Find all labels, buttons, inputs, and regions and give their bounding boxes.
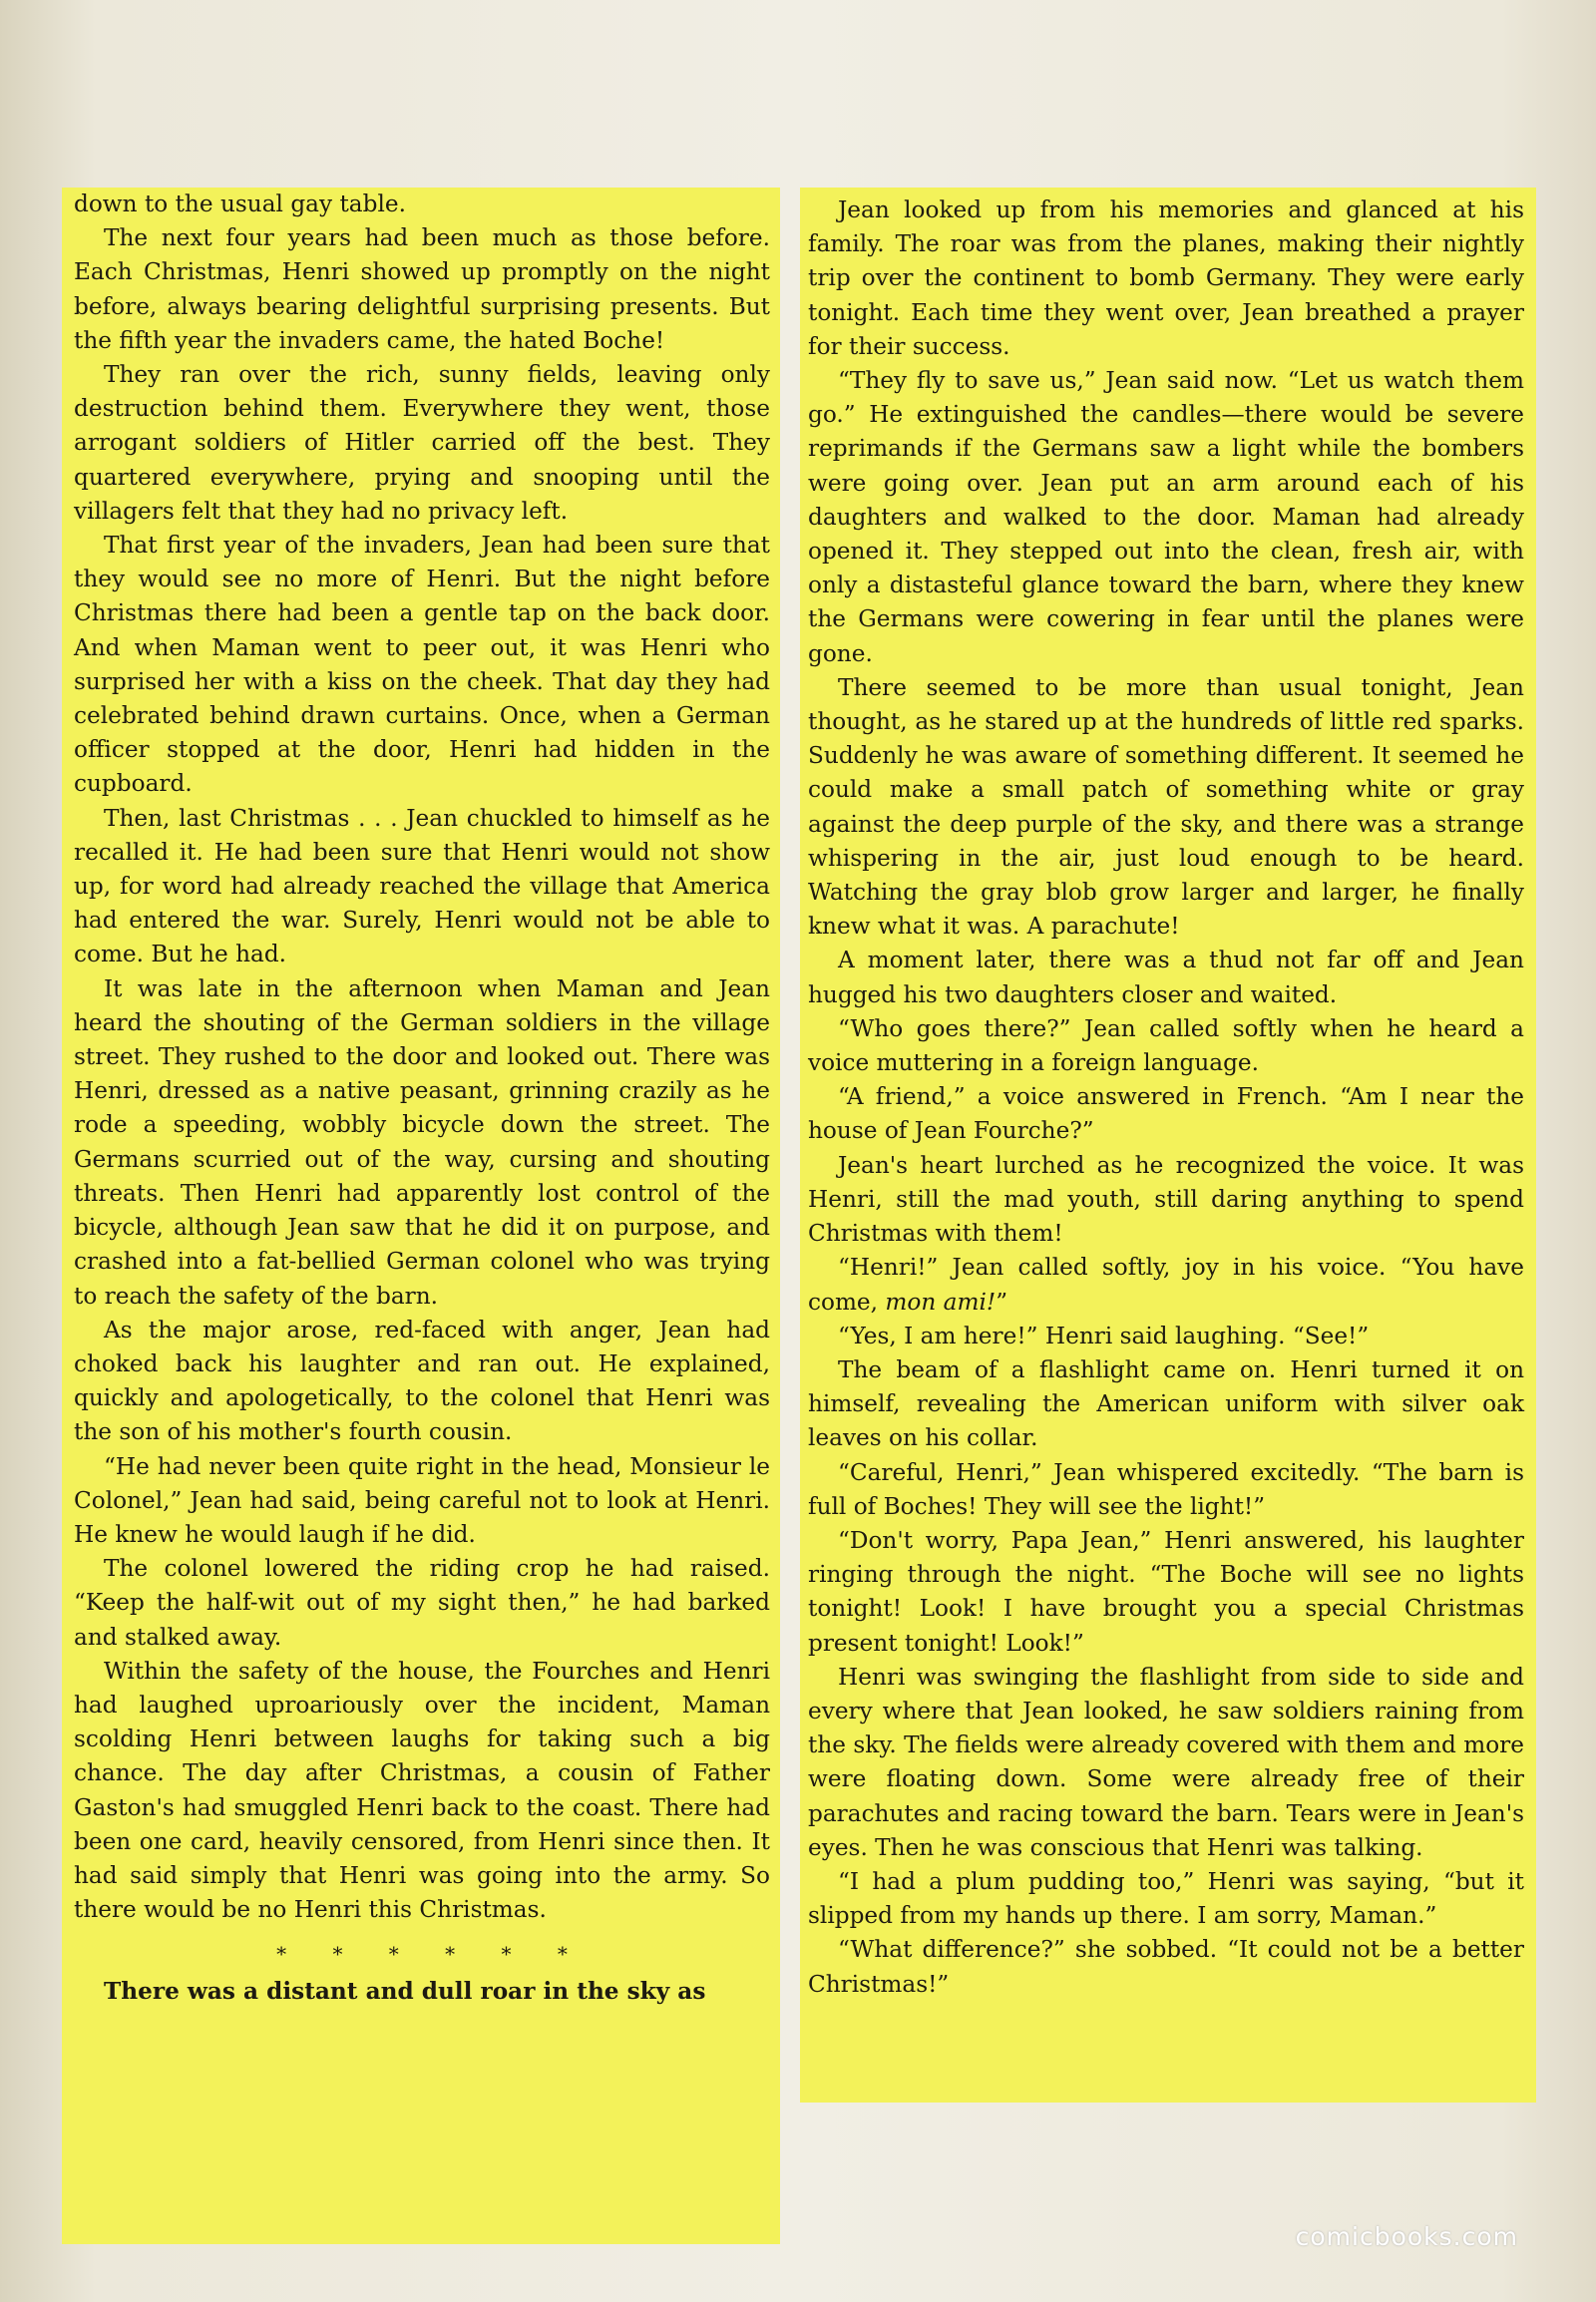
italic-text: mon ami! [885, 1288, 997, 1316]
paragraph: It was late in the afternoon when Maman and Jean heard the shouting of the German soldiers in the village street. They rushed to the door and looked out. There was Henri, dressed as a native peasant, grinning crazily as he rode a speeding, wobbly bicycle down the street. The Germans scurried out of the way, cursing and shouting threats. Then Henri had apparently lost control of the bicycle, although Jean saw that he did it on purpose, and crashed into a fat-bellied German colonel who was trying to reach the safety of the barn. [74, 974, 770, 1310]
paragraph: The colonel lowered the riding crop he had raised. “Keep the half-wit out of my sight then,” he had barked and stalked away. [74, 1555, 770, 1651]
paragraph: As the major arose, red-faced with anger, Jean had choked back his laughter and ran out. He explained, quickly and apologetically, to the colonel that Henri was the son of his mother's fourth cousin. [74, 1316, 770, 1446]
watermark: comicbooks.com [1295, 2222, 1518, 2251]
paragraph: “Don't worry, Papa Jean,” Henri answered, his laughter ringing through the night. “The Boche will see no lights tonight! Look! I have brought you a special Christmas present tonight! Look!” [808, 1526, 1524, 1657]
paragraph: A moment later, there was a thud not far off and Jean hugged his two daughters closer and waited. [808, 947, 1524, 1008]
paragraph: That first year of the invaders, Jean had been sure that they would see no more of Henri. But the night before Christmas there had been a gentle tap on the back door. And when Maman went to peer out, it was Henri who surprised her with a kiss on the cheek. That day they had celebrated behind drawn curtains. Once, when a German officer stopped at the door, Henri had hidden in the cupboard. [74, 532, 770, 798]
paragraph: They ran over the rich, sunny fields, leaving only destruction behind them. Everywhere they went, those arrogant soldiers of Hitler carried off the best. They quartered everywhere, prying and snooping until the villagers felt that they had no privacy left. [74, 361, 770, 525]
text-run: “Henri!” Jean called softly, joy in his voice. “You have come, [808, 1254, 1524, 1316]
paragraph: “Who goes there?” Jean called softly when he heard a voice muttering in a foreign language. [808, 1014, 1524, 1077]
paragraph: “What difference?” she sobbed. “It could not be a better Christmas!” [808, 1936, 1524, 1998]
paragraph: There seemed to be more than usual tonight, Jean thought, as he stared up at the hundreds of little red sparks. Suddenly he was aware of something different. It seemed he could make a small patch of something white or gray against the deep purple of the sky, and there was a strange whispering in the air, just loud enough to be heard. Watching the gray blob grow larger and larger, he finally knew what it was. A parachute! [808, 673, 1524, 941]
paragraph-with-italic [808, 1251, 1524, 1319]
paragraph: The beam of a flashlight came on. Henri turned it on himself, revealing the American uniform with silver oak leaves on his collar. [808, 1355, 1524, 1452]
paragraph: There was a distant and dull roar in the sky as [104, 1978, 706, 2006]
text-run: ” [996, 1288, 1008, 1316]
paragraph: “They fly to save us,” Jean said now. “Let us watch them go.” He extinguished the candles—there would be severe reprimands if the Germans saw a light while the bombers were going over. Jean put an arm around each of his daughters and walked to the door. Maman had already opened it. They stepped out into the clean, fresh air, with only a distasteful glance toward the barn, where they knew the Germans were cowering in fear until the planes were gone. [808, 367, 1524, 667]
left-text-column [62, 188, 780, 2244]
paragraph: “A friend,” a voice answered in French. “Am I near the house of Jean Fourche?” [808, 1083, 1524, 1145]
right-text-column [800, 188, 1536, 2103]
section-separator: * * * * * * [276, 1942, 588, 1967]
paragraph: “He had never been quite right in the head, Monsieur le Colonel,” Jean had said, being careful not to look at Henri. He knew he would laugh if he did. [74, 1452, 770, 1548]
paragraph: “Careful, Henri,” Jean whispered excitedly. “The barn is full of Boches! They will see the light!” [808, 1458, 1524, 1520]
paragraph: Then, last Christmas . . . Jean chuckled to himself as he recalled it. He had been sure that Henri would not show up, for word had already reached the village that America had entered the war. Surely, Henri would not be able to come. But he had. [74, 804, 770, 968]
paragraph: Jean looked up from his memories and glanced at his family. The roar was from the planes, making their nightly trip over the continent to bomb Germany. They were early tonight. Each time they went over, Jean breathed a prayer for their success. [808, 196, 1524, 360]
paragraph: down to the usual gay table. [74, 191, 406, 217]
paragraph: Jean's heart lurched as he recognized the voice. It was Henri, still the mad youth, still daring anything to spend Christmas with them! [808, 1151, 1524, 1248]
paragraph: Within the safety of the house, the Fourches and Henri had laughed uproariously over the incident, Maman scolding Henri between laughs for taking such a big chance. The day after Christmas, a cousin of Father Gaston's had smuggled Henri back to the coast. There had been one card, heavily censored, from Henri since then. It had said simply that Henri was going into the army. So there would be no Henri this Christmas. [74, 1657, 770, 1924]
paragraph: “Yes, I am here!” Henri said laughing. “See!” [838, 1322, 1370, 1349]
paragraph: The next four years had been much as those before. Each Christmas, Henri showed up promptly on the night before, always bearing delightful surprising presents. But the fifth year the invaders came, the hated Boche! [74, 224, 770, 354]
paragraph: Henri was swinging the flashlight from side to side and every where that Jean looked, he saw soldiers raining from the sky. The fields were already covered with them and more were floating down. Some were already free of their parachutes and racing toward the barn. Tears were in Jean's eyes. Then he was conscious that Henri was talking. [808, 1663, 1524, 1861]
paragraph: “I had a plum pudding too,” Henri was saying, “but it slipped from my hands up there. I am sorry, Maman.” [808, 1867, 1524, 1930]
